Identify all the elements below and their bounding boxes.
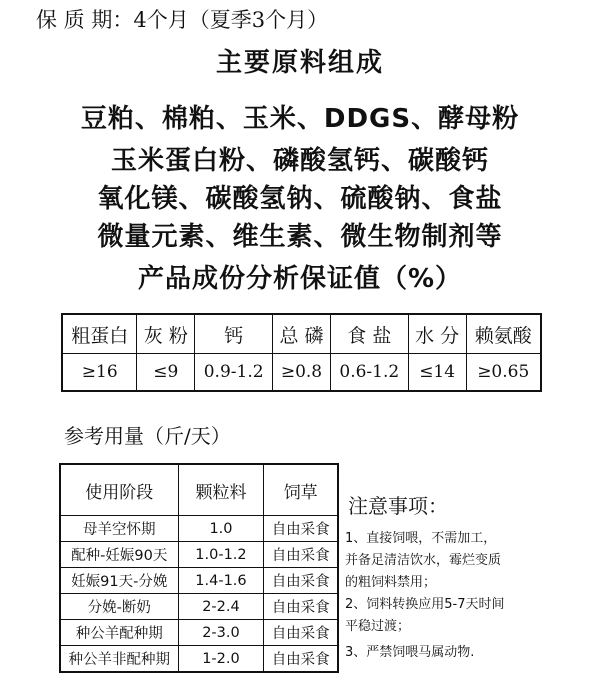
analysis-title: 产品成份分析保证值（%） xyxy=(137,264,463,294)
ingredients-line: 豆粕、棉粕、玉米、DDGS、酵母粉 xyxy=(80,104,520,134)
table-row xyxy=(60,646,338,673)
note-line: 平稳过渡； xyxy=(345,619,411,634)
ingredients-title: 主要原料组成 xyxy=(215,48,384,78)
note-line: 3、严禁饲喂马属动物. xyxy=(345,645,475,660)
dosage-pellet: 2-3.0 xyxy=(178,620,264,646)
analysis-value-moisture: ≤14 xyxy=(408,354,466,392)
dosage-stage: 种公羊配种期 xyxy=(60,620,178,646)
analysis-value-calcium: 0.9-1.2 xyxy=(195,354,273,392)
dosage-stage: 配种-妊娠90天 xyxy=(60,542,178,568)
analysis-header-lysine: 赖氨酸 xyxy=(466,314,541,354)
table-row xyxy=(60,620,338,646)
dosage-forage: 自由采食 xyxy=(264,568,338,594)
analysis-value-salt: 0.6-1.2 xyxy=(330,354,408,392)
dosage-forage: 自由采食 xyxy=(264,542,338,568)
analysis-value-crude-protein: ≥16 xyxy=(62,354,137,392)
dosage-forage: 自由采食 xyxy=(264,516,338,542)
dosage-stage: 母羊空怀期 xyxy=(60,516,178,542)
analysis-header-calcium: 钙 xyxy=(195,314,273,354)
analysis-header-salt: 食 盐 xyxy=(330,314,408,354)
dosage-header-row xyxy=(60,464,338,516)
dosage-forage: 自由采食 xyxy=(264,594,338,620)
analysis-header-ash: 灰 粉 xyxy=(137,314,195,354)
analysis-header-row xyxy=(62,314,541,354)
note-line: 1、直接饲喂，不需加工， xyxy=(345,531,497,546)
dosage-header-forage: 饲草 xyxy=(264,464,338,516)
shelf-life: 保 质 期：4个月（夏季3个月） xyxy=(36,8,329,32)
dosage-table xyxy=(59,463,339,673)
analysis-value-ash: ≤9 xyxy=(137,354,195,392)
dosage-pellet: 1.4-1.6 xyxy=(178,568,264,594)
analysis-value-total-phosphorus: ≥0.8 xyxy=(273,354,331,392)
ingredients-line: 氧化镁、碳酸氢钠、硫酸钠、食盐 xyxy=(97,184,503,214)
dosage-forage: 自由采食 xyxy=(264,620,338,646)
analysis-header-crude-protein: 粗蛋白 xyxy=(62,314,137,354)
dosage-stage: 种公羊非配种期 xyxy=(60,646,178,673)
analysis-table xyxy=(61,313,542,392)
dosage-title: 参考用量（斤/天） xyxy=(64,424,231,448)
dosage-header-pellet: 颗粒料 xyxy=(178,464,264,516)
note-line: 的粗饲料禁用； xyxy=(345,575,437,590)
ingredients-line: 微量元素、维生素、微生物制剂等 xyxy=(97,222,503,252)
notes-title: 注意事项： xyxy=(348,494,448,518)
analysis-value-lysine: ≥0.65 xyxy=(466,354,541,392)
analysis-value-row xyxy=(62,354,541,392)
table-row xyxy=(60,568,338,594)
dosage-header-stage: 使用阶段 xyxy=(60,464,178,516)
dosage-forage: 自由采食 xyxy=(264,646,338,673)
dosage-pellet: 2-2.4 xyxy=(178,594,264,620)
dosage-pellet: 1-2.0 xyxy=(178,646,264,673)
dosage-stage: 分娩-断奶 xyxy=(60,594,178,620)
dosage-stage: 妊娠91天-分娩 xyxy=(60,568,178,594)
analysis-header-moisture: 水 分 xyxy=(408,314,466,354)
dosage-pellet: 1.0 xyxy=(178,516,264,542)
dosage-pellet: 1.0-1.2 xyxy=(178,542,264,568)
table-row xyxy=(60,594,338,620)
table-row xyxy=(60,542,338,568)
table-row xyxy=(60,516,338,542)
ingredients-line: 玉米蛋白粉、磷酸氢钙、碳酸钙 xyxy=(110,146,489,176)
note-line: 2、饲料转换应用5-7天时间 xyxy=(345,597,505,612)
note-line: 并备足清洁饮水，霉烂变质 xyxy=(345,553,502,568)
analysis-header-total-phosphorus: 总 磷 xyxy=(273,314,331,354)
